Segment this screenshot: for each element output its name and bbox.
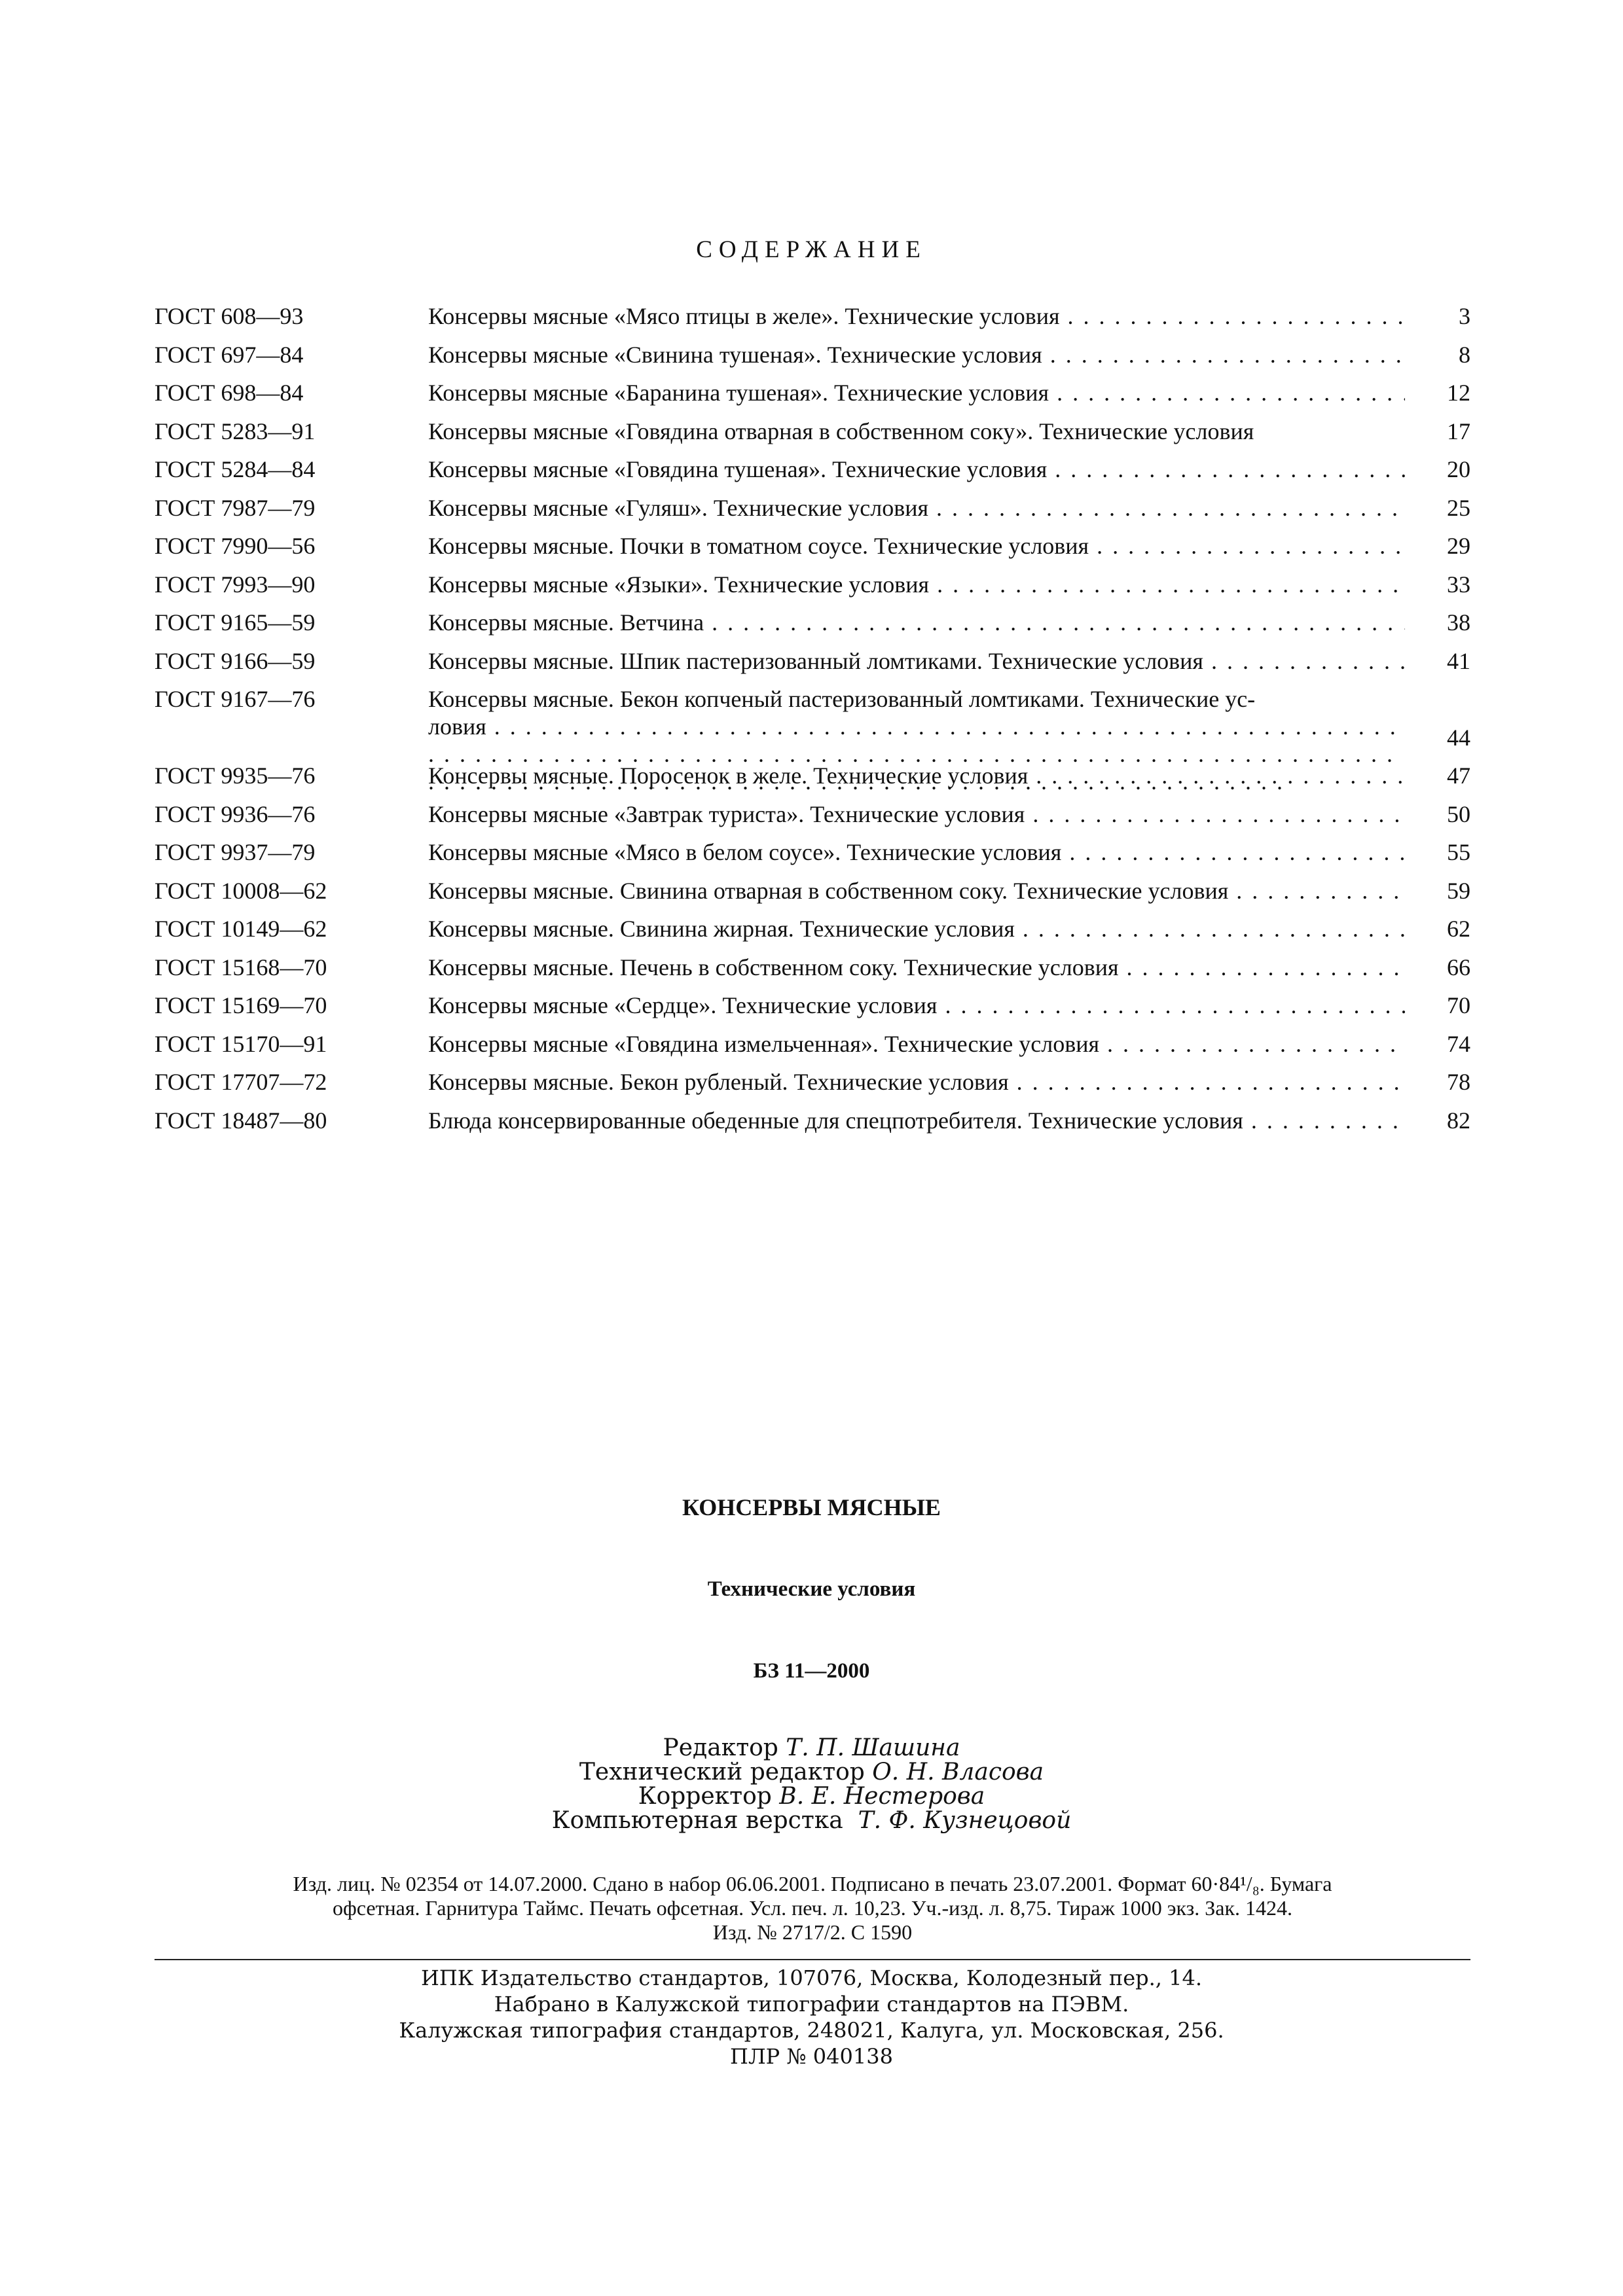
toc-row[interactable] xyxy=(155,1068,1470,1107)
toc-gost-number: ГОСТ 7993—90 xyxy=(155,571,316,598)
toc-page-number: 3 xyxy=(1459,303,1470,329)
table-of-contents xyxy=(155,302,1470,1145)
toc-row[interactable] xyxy=(155,647,1470,686)
toc-row[interactable] xyxy=(155,762,1470,800)
toc-page-number: 50 xyxy=(1447,800,1470,827)
toc-title: Консервы мясные «Сердце». Технические условия . . . xyxy=(428,992,1405,1019)
toc-title: Консервы мясные. Бекон рубленый. Технические условия . . . xyxy=(428,1068,1405,1096)
toc-page-number: 38 xyxy=(1447,609,1470,636)
toc-title: Блюда консервированные обеденные для спецпотребителя. Технические условия . . . xyxy=(428,1107,1405,1134)
toc-row[interactable] xyxy=(155,1107,1470,1145)
toc-title: Консервы мясные. Ветчина . . . xyxy=(428,609,1405,636)
toc-page-number: 29 xyxy=(1447,533,1470,559)
toc-page-number: 17 xyxy=(1447,418,1470,444)
toc-page-number: 25 xyxy=(1447,494,1470,521)
toc-title: Консервы мясные «Говядина измельченная». Технические условия . . . xyxy=(428,1030,1405,1058)
toc-title: Консервы мясные. Шпик пастеризованный ломтиками. Технические условия . . . xyxy=(428,647,1405,675)
credit-editor xyxy=(0,1736,1623,1760)
toc-title: Консервы мясные «Завтрак туриста». Технические условия . . . xyxy=(428,800,1405,828)
toc-title: Консервы мясные. Печень в собственном соку. Технические условия . . . xyxy=(428,954,1405,981)
toc-page-number: 12 xyxy=(1447,380,1470,406)
toc-gost-number: ГОСТ 9167—76 xyxy=(155,686,316,712)
toc-row[interactable] xyxy=(155,302,1470,341)
toc-title-line: Консервы мясные. Бекон копченый пастеризованный ломтиками. Технические ус- xyxy=(428,686,1256,712)
credit-label: Корректор xyxy=(638,1783,772,1810)
toc-gost-number: ГОСТ 7987—79 xyxy=(155,494,316,521)
toc-gost-number: ГОСТ 9165—59 xyxy=(155,609,316,636)
toc-row[interactable] xyxy=(155,915,1470,954)
toc-page-number: 41 xyxy=(1447,647,1470,674)
toc-title: Консервы мясные. Свинина отварная в собственном соку. Технические условия . . . xyxy=(428,877,1405,905)
toc-row[interactable] xyxy=(155,379,1470,418)
toc-page-number: 59 xyxy=(1447,877,1470,904)
credit-corrector xyxy=(0,1784,1623,1808)
footer-line: Набрано в Калужской типографии стандартов на ПЭВМ. xyxy=(494,1992,1129,2017)
footer-line: ПЛР № 040138 xyxy=(730,2044,893,2069)
toc-row[interactable] xyxy=(155,877,1470,916)
collection-title: КОНСЕРВЫ МЯСНЫЕ xyxy=(682,1494,941,1520)
publisher-footer xyxy=(0,1965,1623,2070)
toc-page-number: 70 xyxy=(1447,992,1470,1018)
toc-row[interactable] xyxy=(155,609,1470,647)
credit-tech-editor xyxy=(0,1760,1623,1784)
credit-label: Компьютерная верстка xyxy=(551,1807,843,1834)
toc-title: Консервы мясные. Почки в томатном соусе. Технические условия . . . xyxy=(428,532,1405,560)
credit-label: Технический редактор xyxy=(579,1759,865,1785)
collection-subtitle: Технические условия xyxy=(707,1577,916,1601)
toc-row[interactable] xyxy=(155,341,1470,380)
toc-title: Консервы мясные. Свинина жирная. Технические условия . . . xyxy=(428,915,1405,942)
credit-name: О. Н. Власова xyxy=(872,1759,1044,1785)
footer-line: ИПК Издательство стандартов, 107076, Москва, Колодезный пер., 14. xyxy=(420,1965,1203,1990)
toc-page-number: 8 xyxy=(1459,341,1470,368)
toc-page-number: 55 xyxy=(1447,839,1470,865)
toc-gost-number: ГОСТ 9936—76 xyxy=(155,800,316,827)
toc-page-number: 78 xyxy=(1447,1069,1470,1095)
toc-title: Консервы мясные «Баранина тушеная». Технические условия . . . xyxy=(428,379,1405,406)
toc-row[interactable] xyxy=(155,954,1470,992)
toc-row[interactable] xyxy=(155,418,1470,456)
toc-title: Консервы мясные «Говядина отварная в собственном соку». Технические условия xyxy=(428,418,1254,444)
credit-name: Т. Ф. Кузнецовой xyxy=(858,1807,1072,1834)
toc-page-number: 44 xyxy=(1447,724,1470,751)
imprint-line: офсетная. Гарнитура Таймс. Печать офсетная. Усл. печ. л. 10,23. Уч.-изд. л. 8,75. Тираж 1000 экз. Зак. 1424. xyxy=(332,1896,1293,1920)
toc-row[interactable] xyxy=(155,494,1470,533)
toc-gost-number: ГОСТ 5284—84 xyxy=(155,456,316,482)
toc-gost-number: ГОСТ 9935—76 xyxy=(155,762,316,789)
toc-gost-number: ГОСТ 9937—79 xyxy=(155,839,316,865)
toc-page-number: 66 xyxy=(1447,954,1470,980)
toc-title: Консервы мясные «Гуляш». Технические условия . . . xyxy=(428,494,1405,522)
toc-gost-number: ГОСТ 698—84 xyxy=(155,380,304,406)
toc-gost-number: ГОСТ 15168—70 xyxy=(155,954,327,980)
toc-page-number: 74 xyxy=(1447,1030,1470,1057)
toc-title: Консервы мясные «Свинина тушеная». Технические условия . . . xyxy=(428,341,1405,368)
toc-gost-number: ГОСТ 10008—62 xyxy=(155,877,327,904)
credits xyxy=(0,1736,1623,1833)
toc-title: Консервы мясные «Говядина тушеная». Технические условия . . . xyxy=(428,456,1405,483)
imprint-line: Изд. № 2717/2. С 1590 xyxy=(712,1920,913,1944)
toc-title: Консервы мясные «Мясо в белом соусе». Технические условия . . . xyxy=(428,838,1405,866)
toc-row[interactable] xyxy=(155,992,1470,1030)
imprint-line: Изд. лиц. № 02354 от 14.07.2000. Сдано в набор 06.06.2001. Подписано в печать 23.07.2001. Формат 60·84¹/₈. Бумага xyxy=(293,1872,1332,1895)
toc-gost-number: ГОСТ 17707—72 xyxy=(155,1069,327,1095)
toc-title-line: ловия . . . xyxy=(428,713,1405,740)
toc-gost-number: ГОСТ 10149—62 xyxy=(155,916,327,942)
toc-row[interactable] xyxy=(155,838,1470,877)
toc-gost-number: ГОСТ 5283—91 xyxy=(155,418,316,444)
toc-gost-number: ГОСТ 7990—56 xyxy=(155,533,316,559)
toc-page-number: 47 xyxy=(1447,762,1470,789)
toc-gost-number: ГОСТ 9166—59 xyxy=(155,647,316,674)
credit-name: Т. П. Шашина xyxy=(786,1734,960,1761)
toc-gost-number: ГОСТ 697—84 xyxy=(155,341,304,368)
toc-row[interactable] xyxy=(155,571,1470,609)
toc-title: Консервы мясные. Поросенок в желе. Технические условия . . . xyxy=(428,762,1405,789)
footer-line: Калужская типография стандартов, 248021, Калуга, ул. Московская, 256. xyxy=(399,2018,1224,2043)
toc-page-number: 62 xyxy=(1447,916,1470,942)
divider xyxy=(155,1959,1470,1960)
toc-page-number: 82 xyxy=(1447,1107,1470,1134)
toc-page-number: 33 xyxy=(1447,571,1470,598)
toc-gost-number: ГОСТ 608—93 xyxy=(155,303,304,329)
collection-code: БЗ 11—2000 xyxy=(753,1659,870,1683)
toc-gost-number: ГОСТ 15169—70 xyxy=(155,992,327,1018)
toc-row[interactable] xyxy=(155,532,1470,571)
toc-row[interactable] xyxy=(155,1030,1470,1069)
toc-page-number: 20 xyxy=(1447,456,1470,482)
toc-row[interactable] xyxy=(155,456,1470,494)
credit-name: В. Е. Нестерова xyxy=(779,1783,985,1810)
credit-layout xyxy=(0,1808,1623,1833)
toc-title: Консервы мясные «Мясо птицы в желе». Технические условия . . . xyxy=(428,302,1405,330)
toc-gost-number: ГОСТ 15170—91 xyxy=(155,1030,327,1057)
toc-title: Консервы мясные «Языки». Технические условия . . . xyxy=(428,571,1405,598)
toc-row[interactable] xyxy=(155,685,1470,762)
toc-gost-number: ГОСТ 18487—80 xyxy=(155,1107,327,1134)
credit-label: Редактор xyxy=(663,1734,778,1761)
contents-heading: СОДЕРЖАНИЕ xyxy=(696,236,927,263)
toc-row[interactable] xyxy=(155,800,1470,839)
imprint xyxy=(155,1872,1470,1945)
